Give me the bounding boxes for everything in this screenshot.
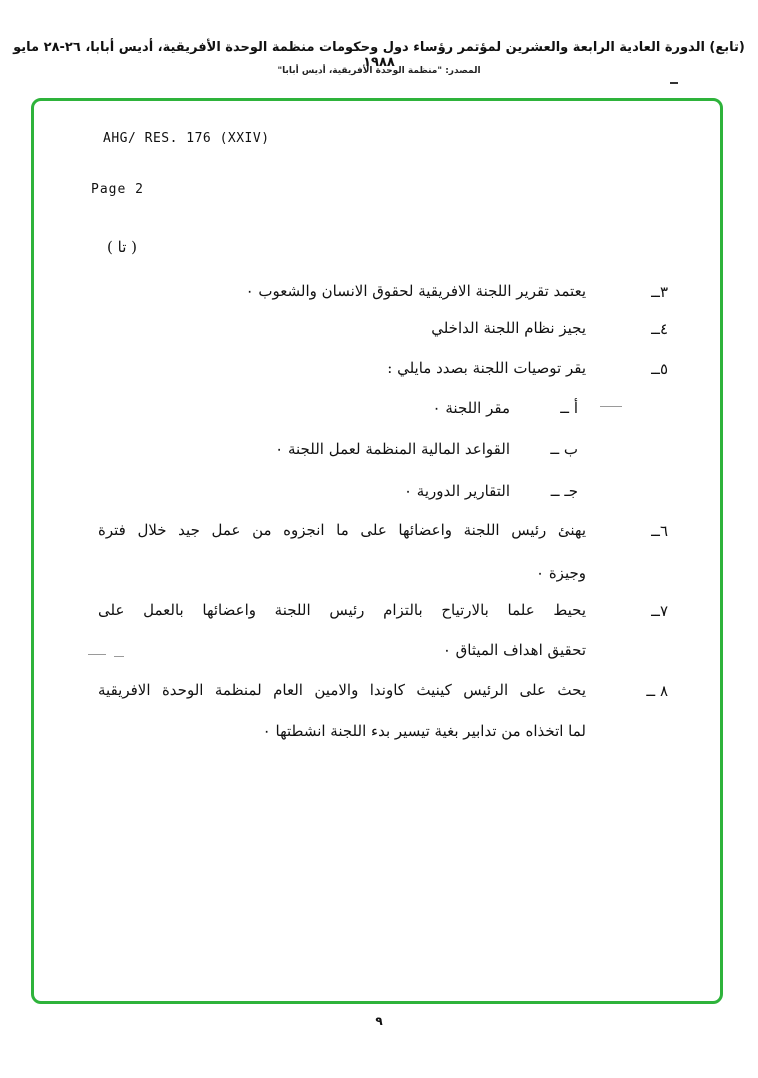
subitem-text: مقر اللجنة ٠ — [432, 399, 510, 417]
item-text-continued: تحقيق اهداف الميثاق ٠ — [442, 641, 586, 659]
item-number: ٧ــ — [651, 602, 668, 620]
item-text: يجيز نظام اللجنة الداخلي — [431, 319, 586, 337]
item-text-continued: لما اتخذاه من تدابير بغية تيسير بدء اللجنة انشطتها ٠ — [262, 722, 586, 740]
scan-mark — [114, 656, 124, 657]
subitem-letter: ب ــ — [550, 440, 578, 458]
item-number: ٣ــ — [651, 283, 668, 301]
item-text: يحث على الرئيس كينيث كاوندا والامين العام لمنظمة الوحدة الافريقية — [98, 681, 586, 699]
subitem-letter: أ ــ — [560, 399, 578, 417]
item-number: ٥ــ — [651, 360, 668, 378]
subitem-text: التقارير الدورية ٠ — [403, 482, 510, 500]
item-number: ٤ــ — [651, 320, 668, 338]
document-reference: AHG/ RES. 176 (XXIV) — [103, 131, 270, 146]
footer-page-number: ٩ — [375, 1014, 383, 1028]
header-source: المصدر: "منظمة الوحدة الأفريقية، أديس أبابا" — [277, 66, 481, 76]
item-text: يهنئ رئيس اللجنة واعضائها على ما انجزوه من عمل جيد خلال فترة — [98, 521, 586, 539]
page-label: Page 2 — [91, 182, 144, 197]
item-text-continued: وجيزة ٠ — [535, 564, 586, 582]
item-number: ٦ــ — [651, 522, 668, 540]
item-text: يقر توصيات اللجنة بصدد مايلي : — [387, 359, 586, 377]
item-number: ٨ ــ — [646, 682, 668, 700]
subitem-letter: جـ ــ — [550, 482, 578, 500]
item-text: يحيط علما بالارتياح بالتزام رئيس اللجنة واعضائها بالعمل على — [98, 601, 586, 619]
subitem-text: القواعد المالية المنظمة لعمل اللجنة ٠ — [275, 440, 510, 458]
item-text: يعتمد تقرير اللجنة الافريقية لحقوق الانسان والشعوب ٠ — [245, 282, 586, 300]
header-divider-mark — [670, 82, 678, 84]
continuation-mark: ( تا ) — [107, 238, 137, 256]
scan-mark — [88, 654, 106, 655]
document-frame — [31, 98, 723, 1004]
scan-mark — [600, 406, 622, 407]
header-title: (تابع) الدورة العادية الرابعة والعشرين لمؤتمر رؤساء دول وحكومات منظمة الوحدة الأفريقية، أديس أبابا، ٢٦-٢٨ مايو ١٩٨٨ — [13, 40, 745, 70]
